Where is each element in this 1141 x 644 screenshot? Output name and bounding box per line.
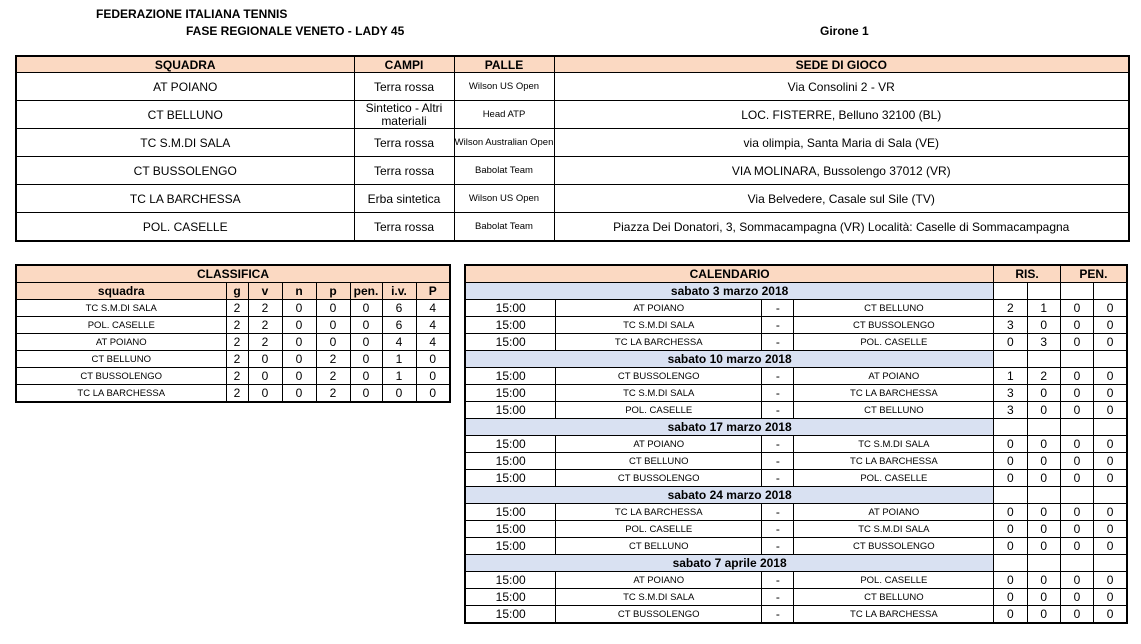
match-time: 15:00 [465, 385, 556, 402]
penalty-away: 0 [1094, 606, 1127, 624]
standings-value: 0 [382, 385, 416, 403]
empty-cell [1094, 351, 1127, 368]
result-away: 0 [1027, 572, 1060, 589]
team-courts: Erba sintetica [354, 185, 454, 213]
result-home: 0 [994, 521, 1027, 538]
match-away: CT BELLUNO [794, 402, 994, 419]
standings-value: 2 [226, 334, 248, 351]
match-separator: - [762, 436, 794, 453]
standings-value: 2 [248, 334, 282, 351]
standings-value: 0 [316, 300, 350, 317]
match-away: POL. CASELLE [794, 572, 994, 589]
teams-table [15, 55, 1130, 242]
standings-title: CLASSIFICA [16, 265, 450, 283]
team-venue: Via Belvedere, Casale sul Sile (TV) [554, 185, 1129, 213]
team-courts: Sintetico - Altri materiali [354, 101, 454, 129]
match-row [465, 470, 1127, 487]
match-home: TC LA BARCHESSA [556, 334, 762, 351]
penalty-away: 0 [1094, 572, 1127, 589]
calendar-title: CALENDARIO [465, 265, 994, 283]
match-away: POL. CASELLE [794, 470, 994, 487]
penalty-away: 0 [1094, 589, 1127, 606]
penalty-home: 0 [1060, 589, 1093, 606]
match-away: TC LA BARCHESSA [794, 606, 994, 624]
match-away: TC S.M.DI SALA [794, 436, 994, 453]
standings-value: 0 [248, 351, 282, 368]
standings-value: 0 [416, 385, 450, 403]
result-away: 0 [1027, 453, 1060, 470]
empty-cell [1027, 555, 1060, 572]
match-separator: - [762, 538, 794, 555]
penalty-home: 0 [1060, 317, 1093, 334]
result-home: 0 [994, 572, 1027, 589]
match-home: CT BUSSOLENGO [556, 470, 762, 487]
penalty-home: 0 [1060, 368, 1093, 385]
match-home: AT POIANO [556, 300, 762, 317]
result-away: 3 [1027, 334, 1060, 351]
match-day-row [465, 419, 1127, 436]
team-balls: Wilson US Open [454, 185, 554, 213]
standings-value: 2 [226, 368, 248, 385]
result-away: 0 [1027, 504, 1060, 521]
match-home: TC S.M.DI SALA [556, 589, 762, 606]
team-courts: Terra rossa [354, 157, 454, 185]
standings-team: CT BELLUNO [16, 351, 226, 368]
federation-title: FEDERAZIONE ITALIANA TENNIS [96, 7, 288, 21]
result-away: 0 [1027, 385, 1060, 402]
penalty-home: 0 [1060, 470, 1093, 487]
match-day-date: sabato 7 aprile 2018 [465, 555, 994, 572]
team-name: POL. CASELLE [16, 213, 354, 242]
match-separator: - [762, 317, 794, 334]
standings-value: 0 [416, 351, 450, 368]
empty-cell [1094, 555, 1127, 572]
result-away: 0 [1027, 436, 1060, 453]
empty-cell [1060, 351, 1093, 368]
standings-value: 2 [226, 300, 248, 317]
team-balls: Head ATP [454, 101, 554, 129]
result-home: 3 [994, 317, 1027, 334]
standings-value: 0 [282, 334, 316, 351]
result-home: 3 [994, 402, 1027, 419]
team-balls: Babolat Team [454, 157, 554, 185]
match-row [465, 368, 1127, 385]
match-separator: - [762, 334, 794, 351]
result-home: 1 [994, 368, 1027, 385]
ris-header: RIS. [994, 265, 1061, 283]
match-time: 15:00 [465, 317, 556, 334]
match-time: 15:00 [465, 589, 556, 606]
match-time: 15:00 [465, 572, 556, 589]
match-separator: - [762, 385, 794, 402]
penalty-away: 0 [1094, 402, 1127, 419]
result-home: 3 [994, 385, 1027, 402]
standings-value: 2 [316, 368, 350, 385]
result-away: 2 [1027, 368, 1060, 385]
match-row [465, 300, 1127, 317]
match-separator: - [762, 504, 794, 521]
standings-value: 1 [382, 351, 416, 368]
standings-value: 0 [350, 351, 382, 368]
calendar-table [464, 264, 1128, 624]
empty-cell [994, 351, 1027, 368]
match-separator: - [762, 470, 794, 487]
match-separator: - [762, 453, 794, 470]
team-name: TC LA BARCHESSA [16, 185, 354, 213]
penalty-home: 0 [1060, 436, 1093, 453]
match-home: TC S.M.DI SALA [556, 385, 762, 402]
standings-row [16, 317, 450, 334]
match-row [465, 538, 1127, 555]
standings-value: 4 [416, 334, 450, 351]
team-venue: LOC. FISTERRE, Belluno 32100 (BL) [554, 101, 1129, 129]
team-balls: Wilson Australian Open [454, 129, 554, 157]
match-home: TC S.M.DI SALA [556, 317, 762, 334]
empty-cell [1027, 487, 1060, 504]
penalty-home: 0 [1060, 606, 1093, 624]
standings-team: AT POIANO [16, 334, 226, 351]
standings-row [16, 334, 450, 351]
match-away: AT POIANO [794, 504, 994, 521]
standings-value: 0 [416, 368, 450, 385]
standings-value: 0 [282, 385, 316, 403]
match-time: 15:00 [465, 538, 556, 555]
penalty-away: 0 [1094, 470, 1127, 487]
standings-row [16, 351, 450, 368]
match-away: TC LA BARCHESSA [794, 385, 994, 402]
team-venue: Piazza Dei Donatori, 3, Sommacampagna (VR) Località: Caselle di Sommacampagna [554, 213, 1129, 242]
penalty-away: 0 [1094, 453, 1127, 470]
empty-cell [1060, 283, 1093, 300]
match-home: CT BUSSOLENGO [556, 368, 762, 385]
match-row [465, 453, 1127, 470]
col-sede: SEDE DI GIOCO [554, 56, 1129, 73]
standings-value: 0 [350, 334, 382, 351]
standings-value: 4 [416, 317, 450, 334]
standings-value: 0 [248, 368, 282, 385]
penalty-home: 0 [1060, 453, 1093, 470]
penalty-home: 0 [1060, 402, 1093, 419]
match-separator: - [762, 521, 794, 538]
standings-table [15, 264, 451, 403]
team-name: CT BUSSOLENGO [16, 157, 354, 185]
match-home: AT POIANO [556, 436, 762, 453]
match-time: 15:00 [465, 453, 556, 470]
phase-title: FASE REGIONALE VENETO - LADY 45 [186, 24, 405, 38]
standings-value: 1 [382, 368, 416, 385]
penalty-away: 0 [1094, 334, 1127, 351]
standings-value: 0 [282, 368, 316, 385]
match-separator: - [762, 606, 794, 624]
match-home: CT BUSSOLENGO [556, 606, 762, 624]
match-away: CT BUSSOLENGO [794, 317, 994, 334]
standings-value: 2 [316, 385, 350, 403]
standings-value: 0 [316, 334, 350, 351]
standings-header-row [16, 283, 450, 300]
standings-value: 0 [350, 300, 382, 317]
match-row [465, 385, 1127, 402]
empty-cell [1060, 419, 1093, 436]
standings-row [16, 368, 450, 385]
penalty-home: 0 [1060, 538, 1093, 555]
match-away: POL. CASELLE [794, 334, 994, 351]
result-away: 0 [1027, 589, 1060, 606]
match-day-row [465, 351, 1127, 368]
match-day-row [465, 283, 1127, 300]
match-home: TC LA BARCHESSA [556, 504, 762, 521]
team-row [16, 213, 1129, 242]
match-time: 15:00 [465, 606, 556, 624]
match-day-date: sabato 24 marzo 2018 [465, 487, 994, 504]
result-away: 0 [1027, 317, 1060, 334]
result-home: 0 [994, 436, 1027, 453]
result-home: 0 [994, 538, 1027, 555]
match-row [465, 317, 1127, 334]
match-time: 15:00 [465, 504, 556, 521]
standings-col-4: p [316, 283, 350, 300]
standings-value: 0 [282, 300, 316, 317]
empty-cell [1027, 351, 1060, 368]
match-time: 15:00 [465, 368, 556, 385]
result-away: 0 [1027, 606, 1060, 624]
standings-col-2: v [248, 283, 282, 300]
standings-value: 2 [316, 351, 350, 368]
match-time: 15:00 [465, 334, 556, 351]
match-row [465, 589, 1127, 606]
standings-value: 2 [248, 317, 282, 334]
standings-value: 2 [248, 300, 282, 317]
team-row [16, 129, 1129, 157]
col-palle: PALLE [454, 56, 554, 73]
team-name: AT POIANO [16, 73, 354, 101]
team-name: CT BELLUNO [16, 101, 354, 129]
standings-col-5: pen. [350, 283, 382, 300]
standings-row [16, 385, 450, 403]
result-home: 0 [994, 589, 1027, 606]
match-row [465, 521, 1127, 538]
pen-header: PEN. [1060, 265, 1127, 283]
standings-value: 0 [248, 385, 282, 403]
empty-cell [994, 419, 1027, 436]
match-time: 15:00 [465, 402, 556, 419]
match-away: CT BUSSOLENGO [794, 538, 994, 555]
penalty-home: 0 [1060, 300, 1093, 317]
penalty-home: 0 [1060, 504, 1093, 521]
standings-col-7: P [416, 283, 450, 300]
standings-value: 4 [416, 300, 450, 317]
penalty-away: 0 [1094, 385, 1127, 402]
match-time: 15:00 [465, 521, 556, 538]
standings-value: 0 [282, 351, 316, 368]
match-separator: - [762, 368, 794, 385]
penalty-home: 0 [1060, 521, 1093, 538]
result-home: 0 [994, 470, 1027, 487]
result-away: 0 [1027, 521, 1060, 538]
team-courts: Terra rossa [354, 73, 454, 101]
standings-team: TC LA BARCHESSA [16, 385, 226, 403]
match-home: AT POIANO [556, 572, 762, 589]
match-home: POL. CASELLE [556, 402, 762, 419]
team-courts: Terra rossa [354, 213, 454, 242]
match-away: TC S.M.DI SALA [794, 521, 994, 538]
standings-col-1: g [226, 283, 248, 300]
match-away: TC LA BARCHESSA [794, 453, 994, 470]
team-row [16, 157, 1129, 185]
match-away: CT BELLUNO [794, 589, 994, 606]
empty-cell [1060, 555, 1093, 572]
group-title: Girone 1 [820, 24, 869, 38]
match-away: CT BELLUNO [794, 300, 994, 317]
standings-col-6: i.v. [382, 283, 416, 300]
empty-cell [1027, 283, 1060, 300]
result-home: 0 [994, 504, 1027, 521]
standings-value: 2 [226, 317, 248, 334]
penalty-away: 0 [1094, 368, 1127, 385]
standings-col-3: n [282, 283, 316, 300]
team-row [16, 73, 1129, 101]
penalty-home: 0 [1060, 572, 1093, 589]
result-home: 2 [994, 300, 1027, 317]
penalty-away: 0 [1094, 317, 1127, 334]
team-row [16, 101, 1129, 129]
penalty-away: 0 [1094, 538, 1127, 555]
standings-value: 2 [226, 351, 248, 368]
empty-cell [994, 555, 1027, 572]
standings-value: 2 [226, 385, 248, 403]
standings-value: 0 [350, 317, 382, 334]
match-day-date: sabato 10 marzo 2018 [465, 351, 994, 368]
col-campi: CAMPI [354, 56, 454, 73]
team-row [16, 185, 1129, 213]
standings-row [16, 300, 450, 317]
match-day-row [465, 555, 1127, 572]
result-away: 0 [1027, 538, 1060, 555]
result-away: 0 [1027, 402, 1060, 419]
empty-cell [1094, 419, 1127, 436]
match-time: 15:00 [465, 436, 556, 453]
team-balls: Wilson US Open [454, 73, 554, 101]
penalty-home: 0 [1060, 334, 1093, 351]
penalty-away: 0 [1094, 521, 1127, 538]
match-separator: - [762, 589, 794, 606]
standings-value: 4 [382, 334, 416, 351]
empty-cell [994, 283, 1027, 300]
match-row [465, 436, 1127, 453]
penalty-away: 0 [1094, 504, 1127, 521]
penalty-away: 0 [1094, 436, 1127, 453]
match-home: CT BELLUNO [556, 453, 762, 470]
match-day-date: sabato 17 marzo 2018 [465, 419, 994, 436]
team-venue: Via Consolini 2 - VR [554, 73, 1129, 101]
empty-cell [994, 487, 1027, 504]
standings-col-0: squadra [16, 283, 226, 300]
result-home: 0 [994, 453, 1027, 470]
match-row [465, 504, 1127, 521]
result-away: 0 [1027, 470, 1060, 487]
penalty-away: 0 [1094, 300, 1127, 317]
empty-cell [1027, 419, 1060, 436]
result-away: 1 [1027, 300, 1060, 317]
team-courts: Terra rossa [354, 129, 454, 157]
match-row [465, 334, 1127, 351]
team-venue: via olimpia, Santa Maria di Sala (VE) [554, 129, 1129, 157]
match-separator: - [762, 300, 794, 317]
result-home: 0 [994, 606, 1027, 624]
match-home: CT BELLUNO [556, 538, 762, 555]
empty-cell [1094, 487, 1127, 504]
standings-value: 0 [350, 385, 382, 403]
standings-value: 0 [282, 317, 316, 334]
match-separator: - [762, 402, 794, 419]
teams-header-row [16, 56, 1129, 73]
standings-value: 0 [350, 368, 382, 385]
standings-team: POL. CASELLE [16, 317, 226, 334]
result-home: 0 [994, 334, 1027, 351]
match-home: POL. CASELLE [556, 521, 762, 538]
match-day-date: sabato 3 marzo 2018 [465, 283, 994, 300]
match-time: 15:00 [465, 470, 556, 487]
match-row [465, 572, 1127, 589]
standings-value: 6 [382, 317, 416, 334]
team-name: TC S.M.DI SALA [16, 129, 354, 157]
empty-cell [1094, 283, 1127, 300]
match-separator: - [762, 572, 794, 589]
standings-team: CT BUSSOLENGO [16, 368, 226, 385]
col-squadra: SQUADRA [16, 56, 354, 73]
standings-value: 0 [316, 317, 350, 334]
match-away: AT POIANO [794, 368, 994, 385]
match-day-row [465, 487, 1127, 504]
penalty-home: 0 [1060, 385, 1093, 402]
team-balls: Babolat Team [454, 213, 554, 242]
team-venue: VIA MOLINARA, Bussolengo 37012 (VR) [554, 157, 1129, 185]
standings-value: 6 [382, 300, 416, 317]
standings-team: TC S.M.DI SALA [16, 300, 226, 317]
empty-cell [1060, 487, 1093, 504]
match-row [465, 606, 1127, 624]
match-time: 15:00 [465, 300, 556, 317]
match-row [465, 402, 1127, 419]
